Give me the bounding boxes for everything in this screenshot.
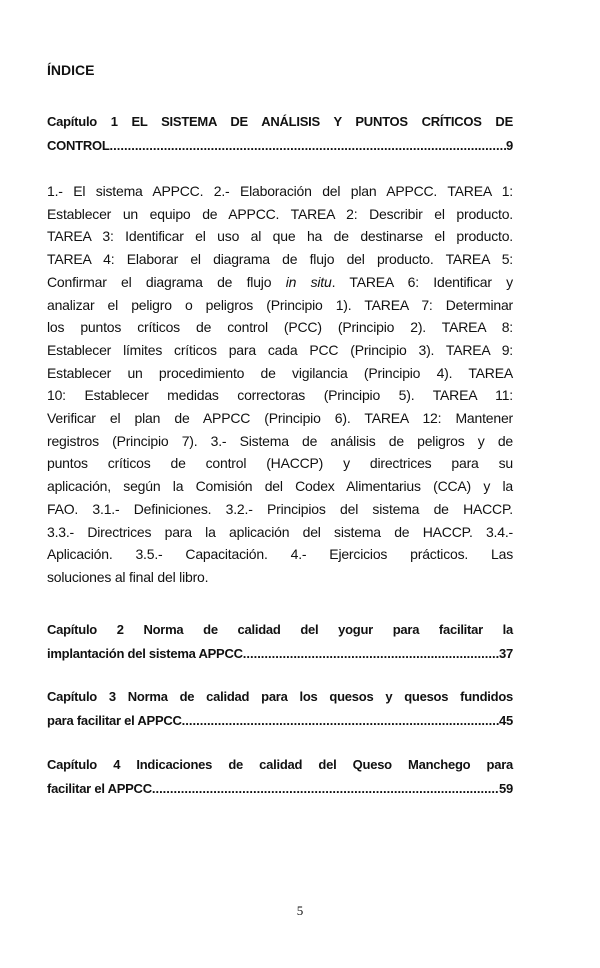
toc-entry-title: Capítulo 4 Indicaciones de calidad del Queso Manchego para (47, 757, 513, 772)
contents-line: 3.3.- Directrices para la aplicación del sistema de HACCP. 3.4.- (47, 523, 513, 540)
toc-entry-chapter-2[interactable] (47, 618, 513, 666)
toc-entry-title: Capítulo 2 Norma de calidad del yogur para facilitar la (47, 622, 513, 637)
contents-line: soluciones al final del libro. (47, 568, 209, 585)
text: Confirmar el diagrama de flujo (47, 273, 286, 290)
toc-page-number: 37 (499, 646, 513, 661)
contents-line: Establecer un equipo de APPCC. TAREA 2: Describir el producto. (47, 205, 513, 222)
contents-line: TAREA 3: Identificar el uso al que ha de destinarse el producto. (47, 228, 513, 245)
contents-line: TAREA 4: Elaborar el diagrama de flujo del producto. TAREA 5: (47, 251, 513, 268)
page-number: 5 (296, 903, 304, 918)
contents-line: Establecer límites críticos para cada PCC (Principio 3). TAREA 9: (47, 341, 513, 358)
contents-line: FAO. 3.1.- Definiciones. 3.2.- Principios del sistema de HACCP. (47, 500, 513, 517)
toc-entry-chapter-3[interactable] (47, 685, 513, 733)
index-heading: ÍNDICE (47, 62, 95, 78)
contents-line: Establecer un procedimiento de vigilancia (Principio 4). TAREA (47, 364, 513, 381)
contents-line (47, 271, 513, 294)
contents-line: 10: Establecer medidas correctoras (Principio 5). TAREA 11: (47, 387, 513, 404)
dot-leader (243, 642, 499, 666)
dot-leader (182, 709, 499, 733)
contents-line: Aplicación. 3.5.- Capacitación. 4.- Ejercicios prácticos. Las (47, 546, 513, 563)
toc-entry-chapter-1[interactable] (47, 110, 513, 158)
contents-line: puntos críticos de control (HACCP) y directrices para su (47, 455, 513, 472)
toc-entry-title-cont: CONTROL (47, 138, 110, 153)
text: . TAREA 6: Identificar y (331, 273, 513, 290)
contents-line: 1.- El sistema APPCC. 2.- Elaboración del plan APPCC. TAREA 1: (47, 183, 513, 199)
italic-text: in situ (285, 273, 332, 290)
toc-entry-title: Capítulo 3 Norma de calidad para los quesos y quesos fundidos (47, 689, 513, 704)
toc-entry-title-cont: implantación del sistema APPCC (47, 646, 243, 661)
toc-entry-title-cont: para facilitar el APPCC (47, 713, 182, 728)
contents-line: analizar el peligro o peligros (Principio 1). TAREA 7: Determinar (47, 296, 513, 313)
contents-line: Verificar el plan de APPCC (Principio 6). TAREA 12: Mantener (47, 410, 513, 427)
contents-line: los puntos críticos de control (PCC) (Principio 2). TAREA 8: (47, 319, 513, 336)
dot-leader (110, 134, 506, 158)
contents-line: registros (Principio 7). 3.- Sistema de análisis de peligros y de (47, 432, 513, 449)
toc-entry-title-cont: facilitar el APPCC (47, 781, 152, 796)
toc-page-number: 45 (499, 713, 513, 728)
chapter-1-contents (47, 180, 513, 589)
dot-leader (152, 777, 499, 801)
toc-entry-chapter-4[interactable] (47, 753, 513, 801)
contents-line: aplicación, según la Comisión del Codex Alimentarius (CCA) y la (47, 478, 513, 495)
toc-entry-title: Capítulo 1 EL SISTEMA DE ANÁLISIS Y PUNTOS CRÍTICOS DE (47, 114, 513, 129)
toc-page-number: 59 (499, 781, 513, 796)
toc-page-number: 9 (506, 138, 513, 153)
